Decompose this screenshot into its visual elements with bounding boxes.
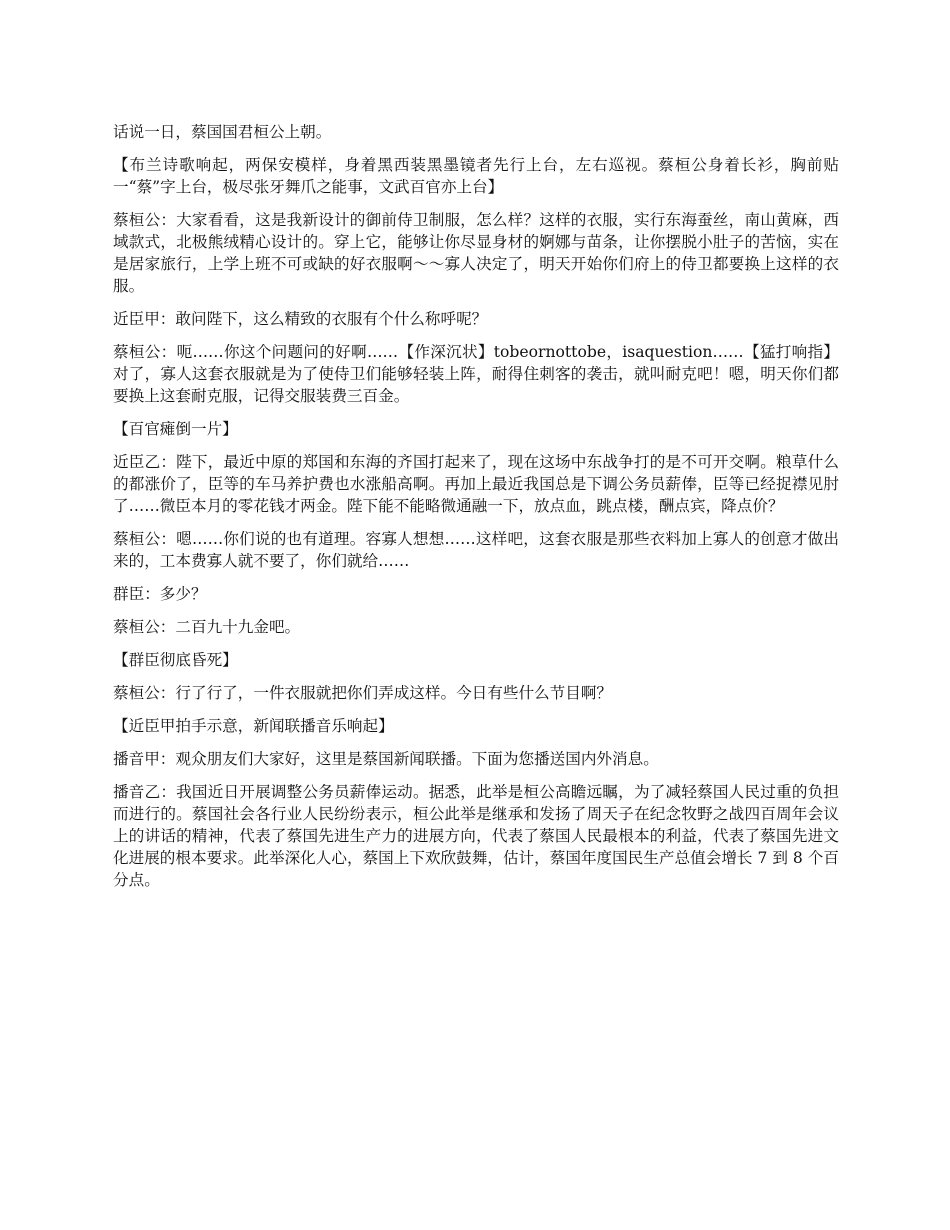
paragraph-dialogue: 蔡桓公：二百九十九金吧。 xyxy=(113,618,301,636)
paragraph-dialogue: 蔡桓公：呃……你这个问题问的好啊……【作深沉状】tobeornottobe，isaquestion……【猛打响指】对了，寡人这套衣服就是为了使侍卫们能够轻装上阵，耐得住刺客的袭击，就叫耐克吧！嗯，明天你们都要换上这套耐克服，记得交服装费三百金。 xyxy=(113,343,839,405)
document-body xyxy=(113,121,839,902)
paragraph-stage-direction: 【近臣甲拍手示意，新闻联播音乐响起】 xyxy=(113,717,394,735)
paragraph-dialogue: 近臣甲：敢问陛下，这么精致的衣服有个什么称呼呢？ xyxy=(113,310,488,328)
paragraph-dialogue: 蔡桓公：大家看看，这是我新设计的御前侍卫制服，怎么样？这样的衣服，实行东海蚕丝，南山黄麻，西域款式，北极熊绒精心设计的。穿上它，能够让你尽显身材的婀娜与苗条，让你摆脱小肚子的苦恼，实在是居家旅行，上学上班不可或缺的好衣服啊～～寡人决定了，明天开始你们府上的侍卫都要换上这样的衣服。 xyxy=(113,211,839,295)
paragraph-opening: 话说一日，蔡国国君桓公上朝。 xyxy=(113,123,332,141)
paragraph-stage-direction: 【群臣彻底昏死】 xyxy=(113,651,238,669)
paragraph-dialogue: 播音甲：观众朋友们大家好，这里是蔡国新闻联播。下面为您播送国内外消息。 xyxy=(113,750,659,768)
paragraph-stage-direction: 【布兰诗歌响起，两保安模样，身着黑西装黑墨镜者先行上台，左右巡视。蔡桓公身着长衫，胸前贴一“蔡”字上台，极尽张牙舞爪之能事，文武百官亦上台】 xyxy=(113,156,839,196)
paragraph-dialogue: 群臣：多少？ xyxy=(113,585,207,603)
paragraph-dialogue: 蔡桓公：行了行了，一件衣服就把你们弄成这样。今日有些什么节目啊？ xyxy=(113,684,613,702)
paragraph-stage-direction: 【百官瘫倒一片】 xyxy=(113,420,238,438)
paragraph-dialogue: 蔡桓公：嗯……你们说的也有道理。容寡人想想……这样吧，这套衣服是那些衣料加上寡人的创意才做出来的，工本费寡人就不要了，你们就给…… xyxy=(113,530,839,570)
paragraph-dialogue: 播音乙：我国近日开展调整公务员薪俸运动。据悉，此举是桓公高瞻远瞩，为了减轻蔡国人民过重的负担而进行的。蔡国社会各行业人民纷纷表示，桓公此举是继承和发扬了周天子在纪念牧野之战四百周年会议上的讲话的精神，代表了蔡国先进生产力的进展方向，代表了蔡国人民最根本的利益，代表了蔡国先进文化进展的根本要求。此举深化人心，蔡国上下欢欣鼓舞，估计，蔡国年度国民生产总值会增长 7 到 8 个百分点。 xyxy=(113,783,839,889)
paragraph-dialogue: 近臣乙：陛下，最近中原的郑国和东海的齐国打起来了，现在这场中东战争打的是不可开交啊。粮草什么的都涨价了，臣等的车马养护费也水涨船高啊。再加上最近我国总是下调公务员薪俸，臣等已经捉襟见肘了……微臣本月的零花钱才两金。陛下能不能略微通融一下，放点血，跳点楼，酬点宾，降点价？ xyxy=(113,453,839,515)
